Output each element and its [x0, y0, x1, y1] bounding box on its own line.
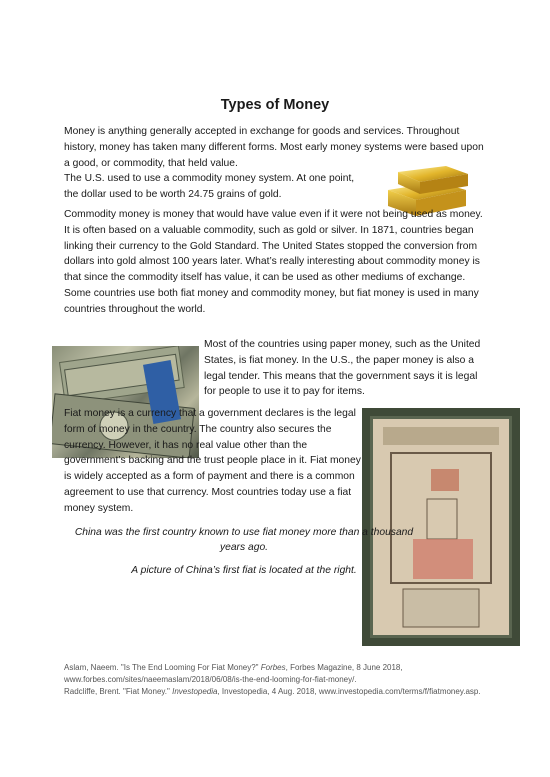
china-caption: China was the first country known to use fiat money more than a thousand years ago. — [74, 526, 414, 554]
reference-investopedia — [64, 686, 504, 698]
fiat-paragraph — [64, 406, 486, 586]
fiat-text: Fiat money is a currency that a government declares is the legal form of money in the country. The country also secures the currency. However, it has no real value other than the government’s backing and the trust people place in it. Fiat money is widely accepted as a form of payment and there is a common agreement to use that currency. Most countries today use a fiat money system. — [64, 408, 361, 514]
references — [64, 662, 504, 698]
reference-forbes-author: Aslam, Naeem. "Is The End Looming For Fiat Money?" — [64, 663, 261, 672]
reference-forbes-details: , Forbes Magazine, 8 June 2018, www.forbes.com/sites/naeemaslam/2018/06/08/is-the-end-looming-for-fiat-money/. — [64, 663, 403, 684]
reference-forbes — [64, 662, 504, 686]
picture-caption: A picture of China’s first fiat is located at the right. — [131, 565, 357, 577]
reference-investopedia-author: Radcliffe, Brent. "Fiat Money." — [64, 687, 173, 696]
commodity-text: Commodity money is money that would have value even if it were not being used as money. It is often based on a valuable commodity, such as gold or silver. In 1871, countries began linking their currency to the Gold Standard. The United States stopped the conversion from dollars into gold almost 100 years later. What’s really interesting about commodity money is that since the commodity itself has value, it can be used as other mediums of exchange. Some countries use both fiat money and commodity money, but fiat money is used in many countries throughout the world. — [64, 209, 483, 315]
paper-money-text: Most of the countries using paper money, such as the United States, is fiat money. In the U.S., the paper money is also a legal tender. This means that the government says it is legal for people to use it to pay for items. — [204, 339, 481, 398]
reference-investopedia-details: , Investopedia, 4 Aug. 2018, www.investopedia.com/terms/f/fiatmoney.asp. — [217, 687, 481, 696]
intro-text-a: Money is anything generally accepted in exchange for goods and services. Throughout history, money has taken many different forms. Most early money systems were based upon a good, or commodity, that held value. — [64, 126, 484, 169]
intro-text-b: The U.S. used to use a commodity money system. At one point, the dollar used to be worth 24.75 grains of gold. — [64, 173, 355, 201]
page-title: Types of Money — [220, 97, 330, 113]
reference-investopedia-source: Investopedia — [172, 687, 218, 696]
paper-money-paragraph — [204, 337, 486, 407]
reference-forbes-source: Forbes — [260, 663, 286, 672]
commodity-paragraph — [64, 207, 486, 325]
